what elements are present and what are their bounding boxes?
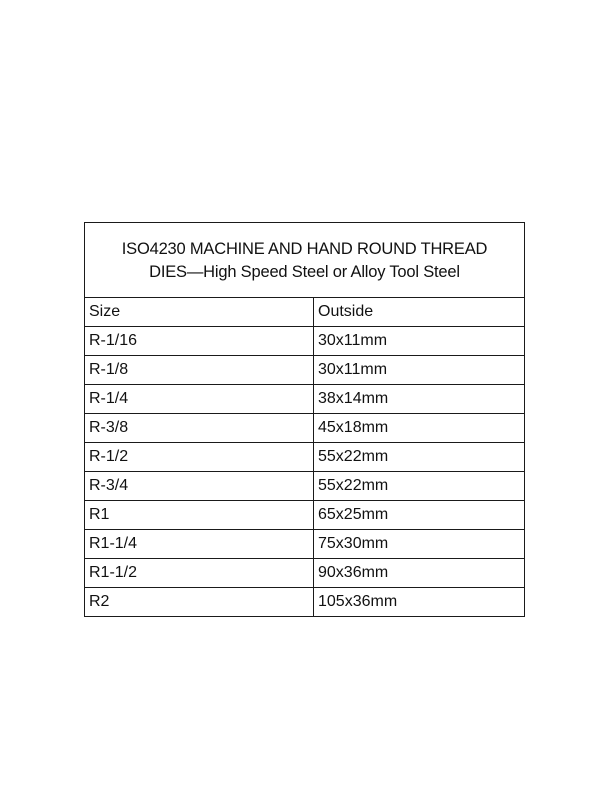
outside-cell bbox=[314, 501, 525, 530]
table-title-line-1: ISO4230 MACHINE AND HAND ROUND THREAD bbox=[121, 240, 488, 258]
size-value: R-3/4 bbox=[89, 477, 129, 494]
table-row bbox=[85, 327, 525, 356]
size-value: R-3/8 bbox=[89, 419, 129, 436]
outside-cell bbox=[314, 530, 525, 559]
size-value: R2 bbox=[89, 593, 110, 610]
outside-value: 65x25mm bbox=[318, 506, 389, 523]
table-row bbox=[85, 385, 525, 414]
size-value: R-1/2 bbox=[89, 448, 129, 465]
column-header-outside-label: Outside bbox=[318, 303, 374, 320]
outside-value: 75x30mm bbox=[318, 535, 389, 552]
outside-value: 45x18mm bbox=[318, 419, 389, 436]
size-cell bbox=[85, 559, 314, 588]
column-header-size bbox=[85, 298, 314, 327]
size-value: R-1/16 bbox=[89, 332, 138, 349]
outside-cell bbox=[314, 472, 525, 501]
size-value: R-1/4 bbox=[89, 390, 129, 407]
outside-cell bbox=[314, 385, 525, 414]
size-cell bbox=[85, 385, 314, 414]
outside-value: 55x22mm bbox=[318, 448, 389, 465]
column-header-outside bbox=[314, 298, 525, 327]
outside-value: 55x22mm bbox=[318, 477, 389, 494]
outside-value: 90x36mm bbox=[318, 564, 389, 581]
size-cell bbox=[85, 530, 314, 559]
size-cell bbox=[85, 327, 314, 356]
outside-value: 30x11mm bbox=[318, 361, 388, 378]
outside-value: 38x14mm bbox=[318, 390, 389, 407]
column-header-size-label: Size bbox=[89, 303, 121, 320]
spec-table bbox=[84, 222, 525, 617]
outside-value: 105x36mm bbox=[318, 593, 398, 610]
size-value: R-1/8 bbox=[89, 361, 129, 378]
table-row bbox=[85, 414, 525, 443]
table-row bbox=[85, 472, 525, 501]
outside-cell bbox=[314, 356, 525, 385]
size-cell bbox=[85, 443, 314, 472]
outside-cell bbox=[314, 327, 525, 356]
table-row bbox=[85, 588, 525, 617]
size-value: R1-1/2 bbox=[89, 564, 138, 581]
outside-cell bbox=[314, 588, 525, 617]
outside-cell bbox=[314, 559, 525, 588]
outside-cell bbox=[314, 414, 525, 443]
table-title bbox=[85, 223, 525, 298]
size-cell bbox=[85, 472, 314, 501]
spec-table-container bbox=[84, 222, 524, 617]
table-row bbox=[85, 530, 525, 559]
outside-cell bbox=[314, 443, 525, 472]
table-header-row bbox=[85, 298, 525, 327]
size-value: R1-1/4 bbox=[89, 535, 138, 552]
size-cell bbox=[85, 414, 314, 443]
table-row bbox=[85, 501, 525, 530]
table-row bbox=[85, 559, 525, 588]
table-row bbox=[85, 443, 525, 472]
size-value: R1 bbox=[89, 506, 110, 523]
table-row bbox=[85, 356, 525, 385]
size-cell bbox=[85, 501, 314, 530]
table-title-row bbox=[85, 223, 525, 298]
outside-value: 30x11mm bbox=[318, 332, 388, 349]
size-cell bbox=[85, 588, 314, 617]
size-cell bbox=[85, 356, 314, 385]
table-title-line-2: DIES—High Speed Steel or Alloy Tool Steel bbox=[149, 263, 460, 281]
